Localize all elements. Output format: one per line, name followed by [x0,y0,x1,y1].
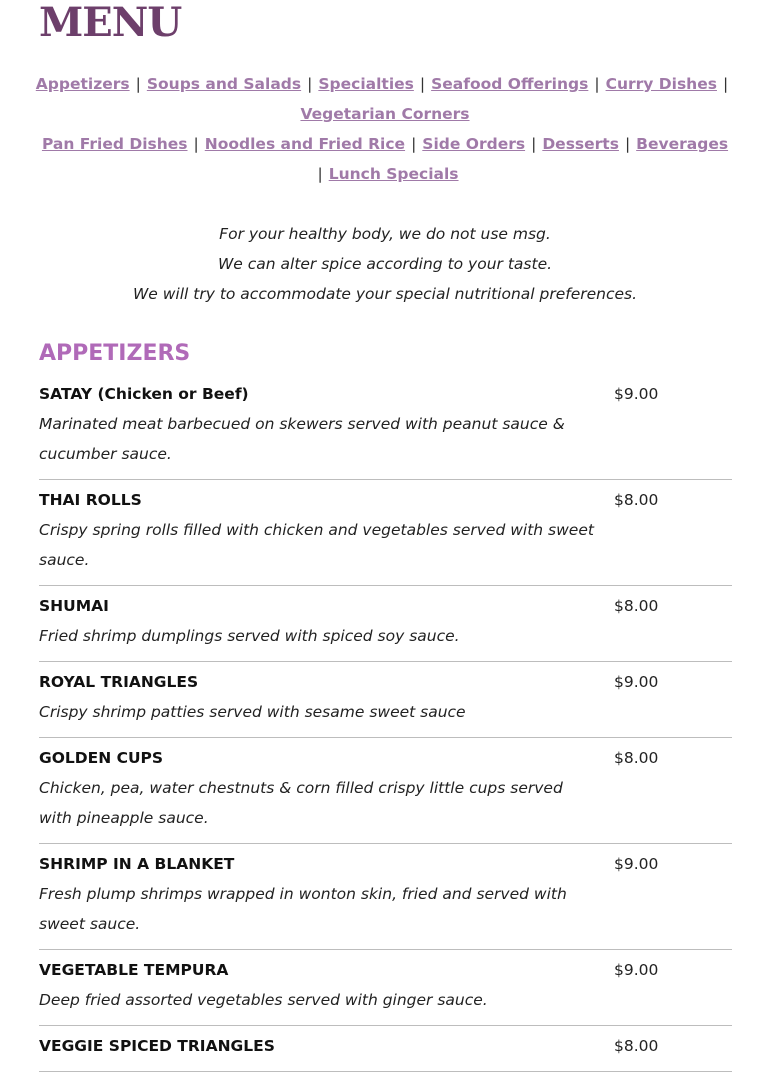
nav-link-appetizers[interactable]: Appetizers [35,75,130,93]
menu-category-nav [0,69,770,189]
menu-item-name: SHRIMP IN A BLANKET [39,855,235,873]
nav-link-side-orders[interactable]: Side Orders [422,135,526,153]
section-title-appetizers: APPETIZERS [39,341,191,366]
menu-item-price: $8.00 [614,749,659,767]
menu-item-description: Marinated meat barbecued on skewers served with peanut sauce & cucumber sauce. [39,415,565,463]
menu-item-name: VEGGIE SPICED TRIANGLES [39,1037,275,1055]
nav-line [0,99,770,129]
menu-item-name: ROYAL TRIANGLES [39,673,199,691]
menu-item-name: VEGETABLE TEMPURA [39,961,229,979]
menu-item-name: SATAY (Chicken or Beef) [39,385,249,403]
menu-item-price: $8.00 [614,1037,659,1055]
nav-separator: | [317,165,323,183]
menu-item-price: $9.00 [614,961,659,979]
nav-separator: | [531,135,537,153]
menu-item [39,379,732,480]
nav-link-curry-dishes[interactable]: Curry Dishes [605,75,717,93]
nav-link-seafood-offerings[interactable]: Seafood Offerings [431,75,589,93]
nav-separator: | [411,135,417,153]
menu-item [39,591,732,662]
nav-separator: | [419,75,426,93]
note-line: We can alter spice according to your taste. [217,255,553,273]
menu-item-price: $9.00 [614,385,659,403]
menu-item-list [39,379,732,1077]
nav-link-lunch-specials[interactable]: Lunch Specials [328,165,459,183]
nav-separator: | [307,75,313,93]
menu-item-description: Fresh plump shrimps wrapped in wonton skin, fried and served with sweet sauce. [39,885,567,933]
nav-link-beverages[interactable]: Beverages [636,135,729,153]
menu-item-price: $9.00 [614,673,659,691]
nav-link-desserts[interactable]: Desserts [542,135,619,153]
nav-link-pan-fried-dishes[interactable]: Pan Fried Dishes [41,135,188,153]
nav-separator: | [624,135,631,153]
nav-separator: | [135,75,141,93]
note-line: For your healthy body, we do not use msg. [219,225,551,243]
nav-link-noodles-and-fried-rice[interactable]: Noodles and Fried Rice [204,135,406,153]
nav-line [0,159,770,189]
menu-item-description: Chicken, pea, water chestnuts & corn filled crispy little cups served with pineapple sauce. [39,779,563,827]
page-title: MENU [39,0,182,46]
menu-item-price: $8.00 [614,491,659,509]
menu-item [39,849,732,950]
nav-link-specialties[interactable]: Specialties [318,75,414,93]
menu-notes [0,219,770,309]
menu-item-name: SHUMAI [39,597,109,615]
menu-item-price: $9.00 [614,855,659,873]
nav-separator: | [594,75,600,93]
note-line: We will try to accommodate your special nutritional preferences. [132,285,638,303]
menu-item [39,955,732,1026]
menu-item-description: Deep fried assorted vegetables served with ginger sauce. [39,991,488,1009]
menu-item [39,485,732,586]
menu-item [39,667,732,738]
menu-item-description: Fried shrimp dumplings served with spiced soy sauce. [39,627,460,645]
menu-item-description: Crispy shrimp patties served with sesame sweet sauce [39,703,466,721]
nav-separator: | [722,75,729,93]
menu-item-name: THAI ROLLS [39,491,142,509]
nav-link-soups-and-salads[interactable]: Soups and Salads [146,75,302,93]
menu-item-price: $8.00 [614,597,659,615]
nav-separator: | [193,135,199,153]
menu-item-name: GOLDEN CUPS [39,749,164,767]
menu-item [39,1031,732,1072]
menu-item [39,743,732,844]
nav-line [0,129,770,159]
nav-link-vegetarian-corners[interactable]: Vegetarian Corners [300,105,470,123]
nav-line [0,69,770,99]
menu-item-description: Crispy spring rolls filled with chicken and vegetables served with sweet sauce. [39,521,594,569]
